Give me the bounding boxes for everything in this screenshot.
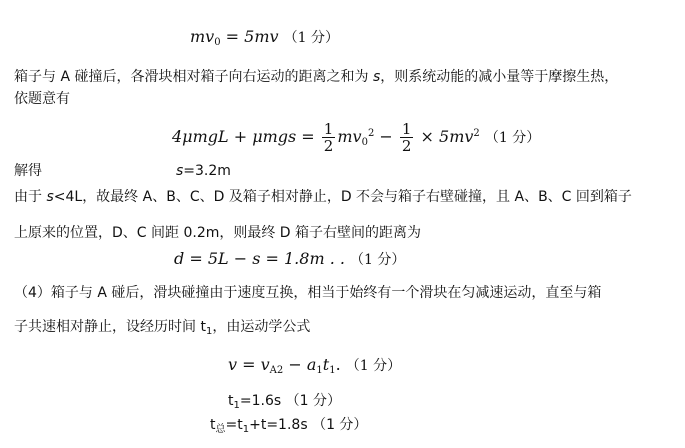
result-t1: $t_1=1.6s$ （1 分） xyxy=(228,393,341,411)
fraction-half: $\frac{1}{2}$ xyxy=(401,120,412,155)
result-total-time: $t_总=t_1+t=1.8s$ （1 分） xyxy=(210,417,368,435)
paragraph-energy-intro-cont: 依题意有 xyxy=(14,91,70,107)
equation-kinematics: $v = v_{A2} - a_1t_1$. （1 分） xyxy=(228,355,402,376)
solve-label: 解得 xyxy=(14,163,42,179)
score-mark: （1 分） xyxy=(283,30,340,46)
fraction-half: $\frac{1}{2}$ xyxy=(323,120,334,155)
score-mark: （1 分） xyxy=(285,393,341,409)
score-mark: （1 分） xyxy=(345,358,402,374)
paragraph-final-state-cont: 上原来的位置，D、C 间距 0.2m，则最终 D 箱子右壁间的距离为 xyxy=(14,225,422,241)
score-mark: （1 分） xyxy=(484,130,541,146)
score-mark: （1 分） xyxy=(350,252,406,268)
score-mark: （1 分） xyxy=(312,417,368,433)
equation-distance: d = 5L − s = 1.8m . . （1 分） xyxy=(174,249,406,268)
paragraph-part4-cont: 子共速相对静止，设经历时间 $t_1$，由运动学公式 xyxy=(14,319,311,337)
paragraph-final-state: 由于 s<4L，故最终 A、B、C、D 及箱子相对静止，D 不会与箱子右壁碰撞，且 A、B、C 回到箱子 xyxy=(14,189,632,205)
paragraph-energy-intro: 箱子与 A 碰撞后，各滑块相对箱子向右运动的距离之和为 s，则系统动能的减小量等于摩擦生热， xyxy=(14,69,619,85)
solve-result: s=3.2m xyxy=(176,163,231,179)
paragraph-part4: （4）箱子与 A 碰后，滑块碰撞由于速度互换，相当于始终有一个滑块在匀减速运动，直至与箱 xyxy=(14,285,602,301)
equation-momentum: $mv_0 = 5mv$ （1 分） xyxy=(190,27,340,48)
equation-energy: 4μmgL + μmgs = $\frac{1}{2}$ $mv_0^2$ − $\frac{1}{2}$ × $5mv^2$ （1 分） xyxy=(172,120,541,155)
